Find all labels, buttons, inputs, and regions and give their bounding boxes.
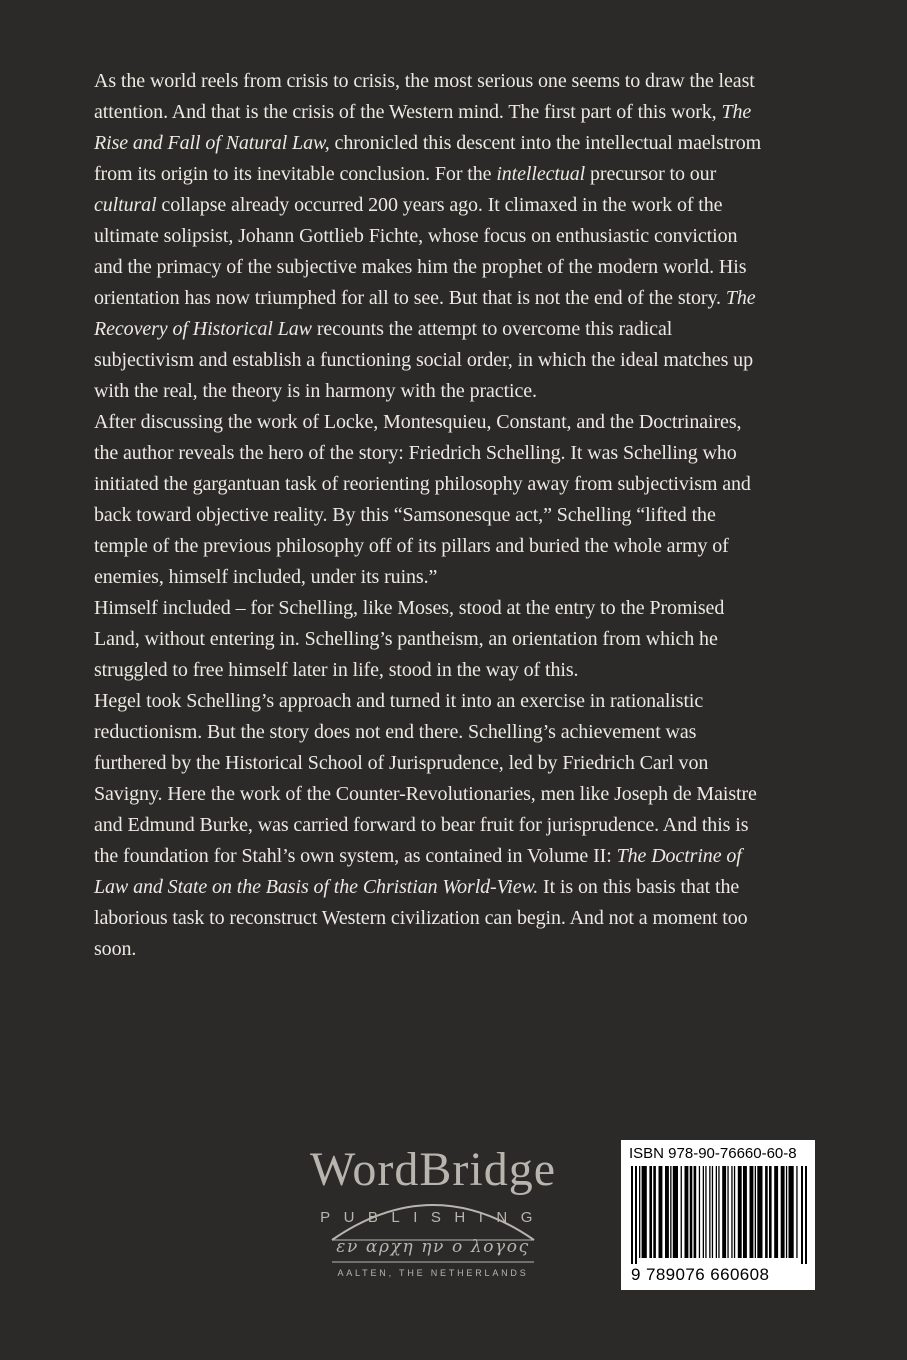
barcode-bar xyxy=(734,1166,735,1258)
barcode-bar xyxy=(786,1166,787,1258)
barcode-bar xyxy=(659,1166,663,1258)
barcode-bar xyxy=(731,1166,732,1258)
publisher-logo xyxy=(292,1140,574,1290)
barcode-bar xyxy=(789,1166,794,1258)
barcode-bar xyxy=(649,1166,652,1258)
blurb-text: precursor to our xyxy=(585,163,717,185)
barcode-bar xyxy=(716,1166,717,1258)
barcode-bar xyxy=(705,1166,706,1258)
barcode-bar xyxy=(694,1166,697,1258)
barcode-bar xyxy=(631,1166,633,1264)
barcode-bar xyxy=(805,1166,807,1264)
barcode-bar xyxy=(665,1166,669,1258)
barcode-bar xyxy=(642,1166,647,1258)
back-cover-blurb xyxy=(94,66,766,965)
isbn-label: ISBN 978-90-76660-60-8 xyxy=(629,1145,797,1162)
barcode-bar xyxy=(639,1166,640,1258)
barcode-bar xyxy=(796,1166,797,1258)
blurb-text: It is on this basis that the laborious task to reconstruct Western civilization can begin. And not a moment too soon. xyxy=(94,876,748,960)
barcode-bars xyxy=(629,1166,807,1264)
barcode-bar xyxy=(670,1166,671,1258)
barcode-bar xyxy=(774,1166,778,1258)
publisher-location: AALTEN, THE NETHERLANDS xyxy=(337,1268,529,1278)
emphasis-italic: cultural xyxy=(94,194,157,216)
book-title-italic: The Recovery of Historical Law xyxy=(94,287,756,340)
barcode-bar xyxy=(703,1166,704,1258)
barcode-bar xyxy=(750,1166,754,1258)
publisher-motto: εν αρχη ην ο λογος xyxy=(336,1237,530,1257)
blurb-paragraph-1 xyxy=(94,66,766,407)
barcode-bar xyxy=(769,1166,772,1258)
barcode-bar xyxy=(722,1166,726,1258)
barcode-bar xyxy=(699,1166,700,1258)
barcode-bar xyxy=(635,1166,637,1264)
publisher-name: WordBridge xyxy=(309,1143,557,1196)
barcode-bar xyxy=(738,1166,742,1258)
barcode-bar xyxy=(673,1166,678,1258)
barcode-bar xyxy=(690,1166,693,1258)
blurb-text: Hegel took Schelling’s approach and turned it into an exercise in rationalistic reductionism. But the story does not end there. Schelling’s achievement was furthered by the Historical School of Jurisprudence, led by Friedrich Carl von Savigny. Here the work of the Counter-Revolutionaries, men like Joseph de Maistre and Edmund Burke, was carried forward to bear fruit for jurisprudence. And this is the foundation for Stahl’s own system, as contained in Volume II: xyxy=(94,690,757,867)
barcode-bar xyxy=(681,1166,682,1258)
barcode-bar xyxy=(653,1166,656,1258)
blurb-text: chronicled this descent into the intellectual maelstrom from its origin to its inevitable conclusion. For the xyxy=(94,132,762,185)
blurb-text: recounts the attempt to overcome this radical subjectivism and establish a functioning social order, in which the ideal matches up with the real, the theory is in harmony with the practice. xyxy=(94,318,753,402)
blurb-text: collapse already occurred 200 years ago. It climaxed in the work of the ultimate solipsist, Johann Gottlieb Fichte, whose focus on enthusiastic conviction and the primacy of the subjective makes him the prophet of the modern world. His orientation has now triumphed for all to see. But that is not the end of the story. xyxy=(94,194,747,309)
emphasis-italic: intellectual xyxy=(496,163,586,185)
barcode-bar xyxy=(781,1166,785,1258)
blurb-paragraph-2: After discussing the work of Locke, Montesquieu, Constant, and the Doctrinaires, the author reveals the hero of the story: Friedrich Schelling. It was Schelling who initiated the gargantuan task of reorienting philosophy away from subjectivism and back toward objective reality. By this “Samsonesque act,” Schelling “lifted the temple of the previous philosophy off of its pillars and buried the whole army of enemies, himself included, under its ruins.” xyxy=(94,411,751,588)
barcode-bar xyxy=(727,1166,728,1258)
book-title-italic: The Doctrine of Law and State on the Basis of the Christian World-View. xyxy=(94,845,742,898)
blurb-text: As the world reels from crisis to crisis, the most serious one seems to draw the least attention. And that is the crisis of the Western mind. The first part of this work, xyxy=(94,70,755,123)
barcode-bar xyxy=(801,1166,803,1264)
barcode-bar xyxy=(718,1166,719,1258)
barcode-bar xyxy=(743,1166,747,1258)
publisher-subtitle: PUBLISHING xyxy=(320,1209,546,1226)
barcode-digits: 9 789076 660608 xyxy=(631,1265,770,1284)
blurb-paragraph-4 xyxy=(94,686,766,965)
blurb-paragraph-3: Himself included – for Schelling, like Moses, stood at the entry to the Promised Land, without entering in. Schelling’s pantheism, an orientation from which he struggled to free himself later in life, stood in the way of this. xyxy=(94,597,725,681)
barcode-bar xyxy=(685,1166,689,1258)
barcode-bar xyxy=(757,1166,762,1258)
isbn-barcode xyxy=(621,1140,815,1290)
book-title-italic: The Rise and Fall of Natural Law, xyxy=(94,101,752,154)
barcode-bar xyxy=(755,1166,756,1258)
barcode-bar xyxy=(712,1166,713,1258)
barcode-bar xyxy=(709,1166,710,1258)
barcode-bar xyxy=(765,1166,768,1258)
